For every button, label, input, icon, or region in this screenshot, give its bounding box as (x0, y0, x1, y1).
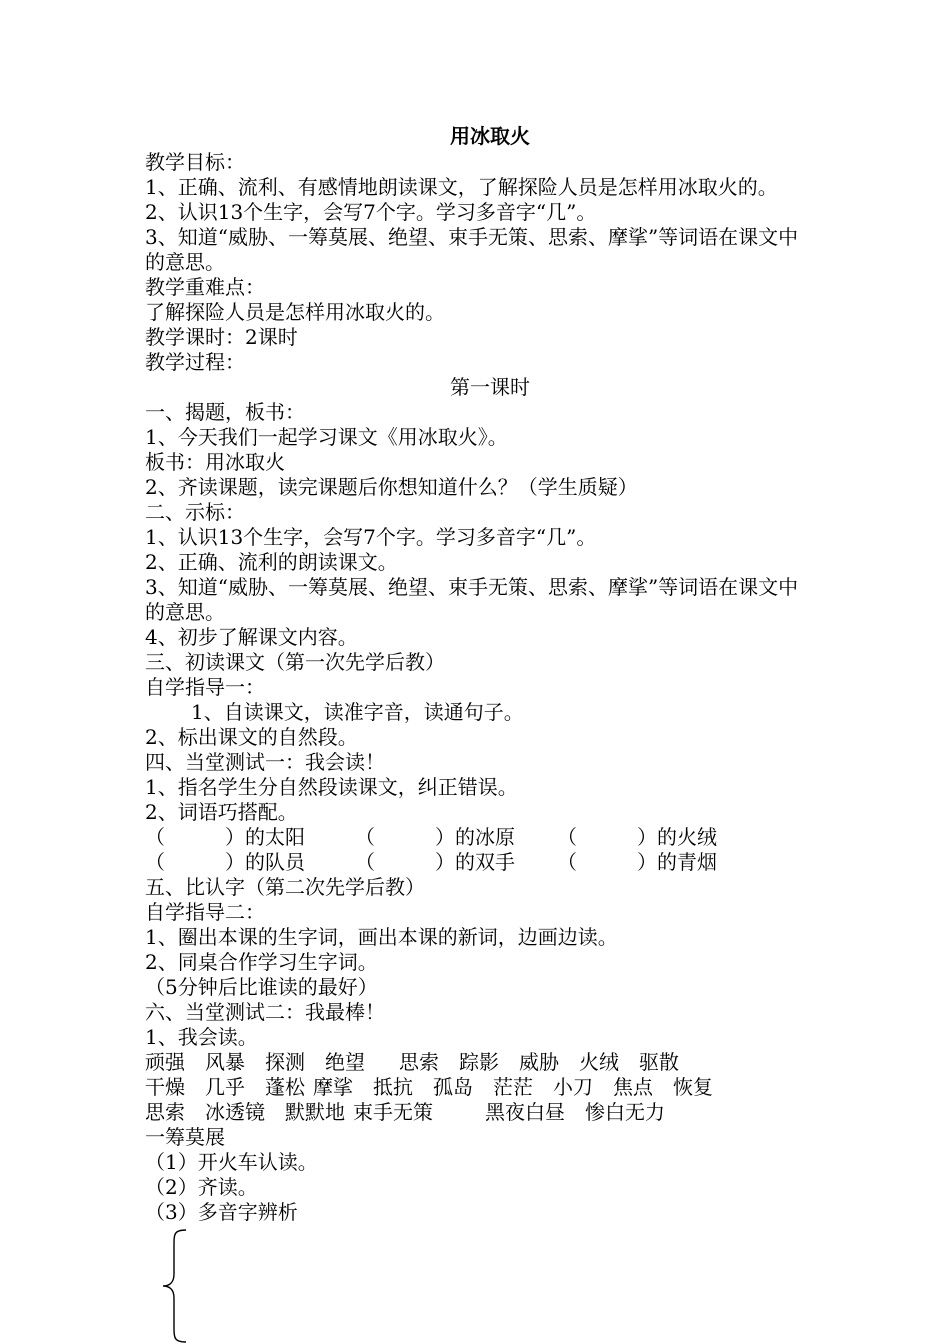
curly-brace-icon (160, 1228, 190, 1344)
lesson-heading: 第一课时 (450, 375, 530, 399)
match-item: （ ）的队员 (145, 850, 305, 874)
word-item: 绝望 (325, 1050, 365, 1074)
text-line: 2、齐读课题，读完课题后你想知道什么？（学生质疑） (145, 475, 638, 499)
text-line: 2、同桌合作学习生字词。 (145, 950, 378, 974)
word-item: 惨白无力 (585, 1100, 665, 1124)
match-item: （ ）的冰原 (355, 825, 515, 849)
text-line: 1、指名学生分自然段读课文，纠正错误。 (145, 775, 518, 799)
text-line: 1、正确、流利、有感情地朗读课文，了解探险人员是怎样用冰取火的。 (145, 175, 778, 199)
word-item: 驱散 (639, 1050, 679, 1074)
word-item: 火绒 (579, 1050, 619, 1074)
word-item: 干燥 (145, 1075, 185, 1099)
section-heading: 教学重难点： (145, 275, 265, 299)
text-line: （2）齐读。 (145, 1175, 258, 1199)
word-item: 摩挲 (313, 1075, 353, 1099)
text-line: 1、今天我们一起学习课文《用冰取火》。 (145, 425, 508, 449)
section-heading: 六、当堂测试二：我最棒！ (145, 1000, 385, 1024)
text-line: 1、认识13个生字，会写7个字。学习多音字“几”。 (145, 525, 597, 549)
text-line: 自学指导一： (145, 675, 265, 699)
match-row (145, 825, 815, 850)
word-item: 冰透镜 (205, 1100, 265, 1124)
word-item: 焦点 (613, 1075, 653, 1099)
word-item: 思索 (145, 1100, 185, 1124)
text-line: 3、知道“威胁、一筹莫展、绝望、束手无策、思索、摩挲”等词语在课文中的意思。 (145, 225, 799, 274)
text-line: 2、标出课文的自然段。 (145, 725, 358, 749)
section-heading: 教学目标： (145, 150, 245, 174)
text-line: 一筹莫展 (145, 1125, 225, 1149)
word-item: 思索 (399, 1050, 439, 1074)
word-item: 束手无策 (353, 1100, 433, 1124)
text-line: 2、词语巧搭配。 (145, 800, 298, 824)
document-page (145, 122, 815, 1225)
word-row (145, 1100, 815, 1125)
text-line: 2、认识13个生字，会写7个字。学习多音字“几”。 (145, 200, 597, 224)
word-item: 威胁 (519, 1050, 559, 1074)
word-item: 踪影 (459, 1050, 499, 1074)
word-row (145, 1075, 815, 1100)
word-item: 风暴 (205, 1050, 245, 1074)
text-line: 4、初步了解课文内容。 (145, 625, 358, 649)
match-row (145, 850, 815, 875)
section-heading: 一、揭题，板书： (145, 400, 305, 424)
word-item: 恢复 (673, 1075, 713, 1099)
match-item: （ ）的青烟 (557, 850, 717, 874)
section-heading: 教学过程： (145, 350, 245, 374)
text-line: （1）开火车认读。 (145, 1150, 318, 1174)
word-item: 茫茫 (493, 1075, 533, 1099)
text-line: 1、圈出本课的生字词，画出本课的新词，边画边读。 (145, 925, 618, 949)
text-line: （3）多音字辨析 (145, 1200, 298, 1224)
word-item: 孤岛 (433, 1075, 473, 1099)
text-line: 自学指导二： (145, 900, 265, 924)
section-heading: 三、初读课文（第一次先学后教） (145, 650, 445, 674)
text-line: （5分钟后比谁读的最好） (145, 975, 378, 999)
text-line: 了解探险人员是怎样用冰取火的。 (145, 300, 445, 324)
section-heading: 五、比认字（第二次先学后教） (145, 875, 425, 899)
match-item: （ ）的火绒 (557, 825, 717, 849)
text-line: 1、自读课文，读准字音，读通句子。 (191, 700, 524, 724)
word-item: 默默地 (285, 1100, 345, 1124)
text-line: 板书：用冰取火 (145, 450, 285, 474)
word-item: 几乎 (205, 1075, 245, 1099)
word-item: 蓬松 (265, 1075, 305, 1099)
match-item: （ ）的双手 (355, 850, 515, 874)
match-item: （ ）的太阳 (145, 825, 305, 849)
word-item: 小刀 (553, 1075, 593, 1099)
section-heading: 二、示标： (145, 500, 245, 524)
word-item: 抵抗 (373, 1075, 413, 1099)
section-heading: 四、当堂测试一：我会读！ (145, 750, 385, 774)
text-line: 1、我会读。 (145, 1025, 258, 1049)
text-line: 2、正确、流利的朗读课文。 (145, 550, 398, 574)
text-line: 3、知道“威胁、一筹莫展、绝望、束手无策、思索、摩挲”等词语在课文中的意思。 (145, 575, 799, 624)
text-line: 教学课时：2课时 (145, 325, 298, 349)
word-item: 探测 (265, 1050, 305, 1074)
document-title: 用冰取火 (450, 124, 530, 148)
word-item: 顽强 (145, 1050, 185, 1074)
word-row (145, 1050, 815, 1075)
word-item: 黑夜白昼 (485, 1100, 565, 1124)
